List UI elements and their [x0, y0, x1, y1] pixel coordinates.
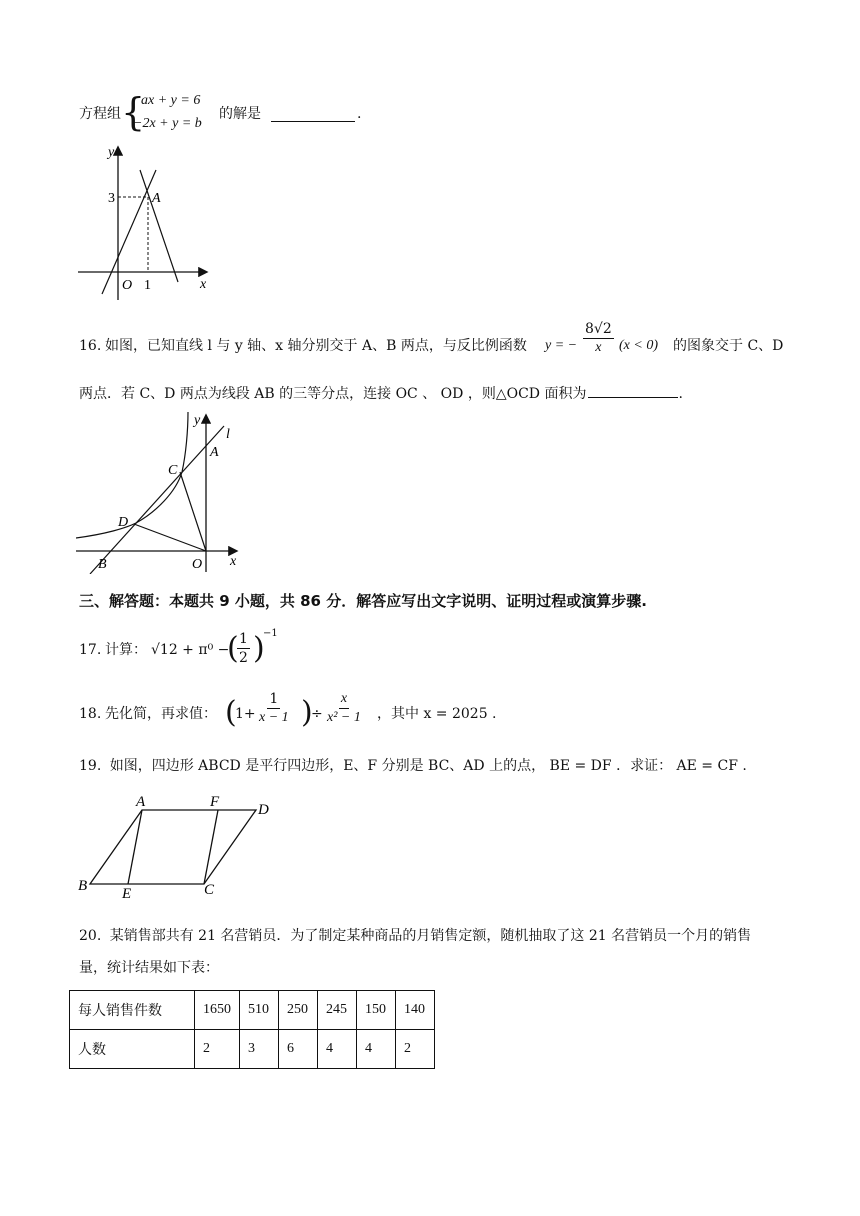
q16-text-a: 如图，已知直线 l 与 y 轴、x 轴分别交于 A、B 两点，与反比例函数 [105, 338, 527, 354]
q18-fraction-2-numerator: x [339, 690, 349, 709]
q18-fraction-1-denominator: x − 1 [259, 710, 289, 725]
q15-tick-y-label: 3 [108, 191, 115, 206]
q17-expression: √12 + π⁰ − [151, 642, 230, 658]
q16-y-label: y [194, 413, 201, 428]
q16-origin-label: O [192, 557, 203, 572]
section-3-title: 三、解答题：本题共 9 小题，共 86 分．解答应写出文字说明、证明过程或演算步骤. [79, 592, 647, 610]
q16-point-c-label: C [168, 463, 178, 478]
q18-fraction-1 [257, 690, 291, 727]
q20-row1-cell: 510 [240, 991, 279, 1030]
q16-point-a-label: A [210, 445, 219, 460]
q20-row1-cell: 140 [396, 991, 435, 1030]
q15-answer-blank[interactable] [271, 104, 355, 122]
q18-right-paren: ) [301, 695, 313, 730]
q15-equation-2: −2x + y = b [133, 116, 202, 131]
q16-text-b: 的图象交于 C、D [673, 338, 784, 354]
q20-line-1 [79, 926, 751, 946]
q19-point-c-label: C [204, 882, 215, 898]
q15-x-label: x [200, 277, 207, 292]
q16-function-denominator: x [595, 340, 602, 355]
q18-number: 18. [79, 706, 102, 722]
q20-row1-cell: 250 [279, 991, 318, 1030]
q19-point-b-label: B [78, 878, 88, 894]
q18-left-paren: ( [225, 695, 237, 730]
q15-brace: { [121, 90, 146, 134]
q16-point-d-label: D [118, 515, 129, 530]
q17-right-paren: ) [253, 631, 265, 666]
q16-number: 16. [79, 338, 102, 354]
q15-origin-label: O [122, 278, 133, 293]
q20-row2-cell: 2 [195, 1030, 240, 1069]
q18-tail: ，其中 x = 2025 . [377, 706, 497, 722]
q16-line-l [90, 426, 224, 574]
q20-row1-cell: 1650 [195, 991, 240, 1030]
q15-equation-1: ax + y = 6 [141, 93, 201, 108]
q20-row2-cell: 2 [396, 1030, 435, 1069]
q18-fraction-2-denominator: x² − 1 [327, 710, 361, 725]
table-row [70, 991, 435, 1030]
q16-function-numerator: 8√2 [585, 321, 612, 337]
q17-left-paren: ( [227, 631, 239, 666]
q16-line-2 [79, 381, 683, 404]
q20-line-2 [79, 958, 219, 978]
q20-text-b: 量，统计结果如下表： [79, 960, 219, 976]
q16-text-c: 两点．若 C、D 两点为线段 AB 的三等分点，连接 OC 、 OD ，则△OCD 面积为 [79, 386, 587, 402]
q17-fraction [237, 630, 250, 667]
q16-end: . [678, 386, 683, 402]
q15-y-label: y [108, 145, 115, 160]
q20-sales-table [69, 990, 435, 1069]
q17-label: 计算： [105, 642, 147, 658]
q17-denominator: 2 [239, 650, 248, 666]
q20-row2-header: 人数 [70, 1030, 195, 1069]
q19-line [79, 756, 747, 776]
q16-l-label: l [226, 427, 230, 442]
q16-function-condition: (x < 0) [619, 338, 658, 353]
q20-row2-cell: 4 [357, 1030, 396, 1069]
q16-segment-oc [180, 472, 206, 551]
q19-point-e-label: E [122, 886, 132, 902]
q20-row1-header: 每人销售件数 [70, 991, 195, 1030]
q19-point-a-label: A [136, 794, 146, 810]
q16-function-fraction [583, 320, 614, 357]
table-row [70, 1030, 435, 1069]
q19-text: 如图，四边形 ABCD 是平行四边形，E、F 分别是 BC、AD 上的点， BE = DF ．求证： AE = CF . [109, 758, 747, 774]
q19-segment-ae [128, 810, 142, 884]
q15-suffix: 的解是 [219, 106, 261, 122]
q19-point-f-label: F [210, 794, 220, 810]
q16-x-label: x [230, 554, 237, 569]
q16-point-b-label: B [98, 557, 107, 572]
q18-one-plus: 1+ [235, 706, 256, 722]
q18-divide: ÷ [311, 706, 323, 722]
q20-row1-cell: 150 [357, 991, 396, 1030]
q20-row2-cell: 3 [240, 1030, 279, 1069]
q17-exponent: −1 [263, 628, 278, 639]
q20-row1-cell: 245 [318, 991, 357, 1030]
q15-end: . [357, 106, 362, 122]
q20-row2-cell: 4 [318, 1030, 357, 1069]
q15-figure [78, 142, 218, 302]
q15-tick-x-label: 1 [144, 278, 151, 293]
q16-answer-blank[interactable] [588, 381, 678, 398]
q16-figure [76, 410, 246, 574]
q19-segment-cf [204, 810, 218, 884]
q19-number: 19. [79, 758, 102, 774]
q16-segment-od [134, 524, 206, 551]
q19-figure [76, 792, 276, 902]
q15-point-a-label: A [152, 191, 161, 206]
q17-numerator: 1 [239, 631, 248, 647]
q15-line-2 [140, 170, 178, 282]
q19-parallelogram [90, 810, 256, 884]
q20-row2-cell: 6 [279, 1030, 318, 1069]
q20-text-a: 某销售部共有 21 名营销员．为了制定某种商品的月销售定额，随机抽取了这 21 名营销员一个月的销售 [109, 928, 752, 944]
q18-fraction-1-numerator: 1 [269, 691, 279, 707]
q17-number: 17. [79, 642, 102, 658]
q19-point-d-label: D [258, 802, 269, 818]
q18-fraction-2 [325, 690, 363, 727]
q20-number: 20. [79, 928, 102, 944]
q18-label: 先化简，再求值： [105, 706, 217, 722]
q15-prefix: 方程组 [79, 106, 121, 122]
q16-function-lhs: y = − [545, 338, 578, 353]
